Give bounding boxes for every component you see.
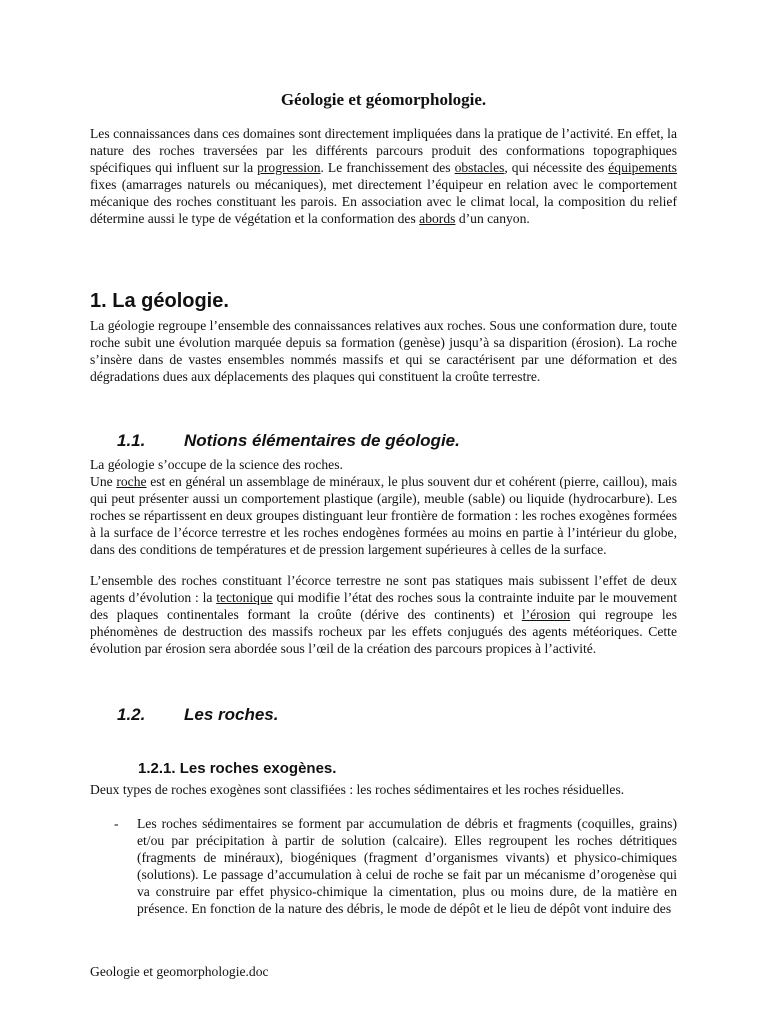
notions-text-4: qui modifie l’état des roches sous la contrainte induite par le mouvement des plaques continentales formant la croûte (dérive des continents) et [90, 590, 677, 622]
intro-text-5: d’un canyon. [455, 211, 530, 226]
link-erosion[interactable]: l’érosion [521, 607, 571, 622]
notions-paragraph-2 [90, 473, 677, 558]
intro-text-1: Les connaissances dans ces domaines sont directement impliquées dans la pratique de l’activité. En effet, la nature des roches traversées par les différents parcours produit des conformations topographiques spécifiques qui influent sur la [90, 126, 677, 175]
notions-text-3: L’ensemble des roches constituant l’écorce terrestre ne sont pas statiques mais subissent l’effet de deux agents d’évolution : la [90, 573, 677, 605]
list-item [114, 815, 677, 917]
intro-paragraph [90, 125, 677, 227]
subsection-number: 1.1. [117, 431, 146, 450]
subsection-title: Notions élémentaires de géologie. [184, 431, 460, 450]
intro-text-3: , qui nécessite des [504, 160, 609, 175]
subsection-title: Les roches. [184, 705, 279, 724]
section-geologie-paragraph: La géologie regroupe l’ensemble des connaissances relatives aux roches. Sous une conformation dure, toute roche subit une évolution marquée depuis sa formation (genèse) jusqu’à sa disparition (érosion). La roche s’insère dans de vastes ensembles nommés massifs et qui se caractérisent par une déformation et des dégradations dues aux déplacements des plaques qui constituent la croûte terrestre. [90, 318, 677, 384]
exogenes-paragraph: Deux types de roches exogènes sont classifiées : les roches sédimentaires et les roches résiduelles. [90, 782, 625, 797]
section-heading-geologie: 1. La géologie. [90, 290, 229, 312]
link-equipements[interactable]: équipements [608, 160, 677, 175]
link-roche[interactable]: roche [116, 474, 147, 489]
subsection-heading-notions [117, 431, 460, 451]
footer-filename: Geologie et geomorphologie.doc [90, 964, 269, 979]
notions-line-1: La géologie s’occupe de la science des roches. [90, 457, 343, 472]
bullet-text: Les roches sédimentaires se forment par accumulation de débris et fragments (coquilles, grains) et/ou par précipitation à partir de solution (calcaire). Elles regroupent les roches détritiques (fragments de minéraux), biogéniques (fragment d’organismes vivants) et physico-chimiques (solutions). Le passage d’accumulation à celui de roche se fait par un mécanisme d’orogenèse qui va construire par effet physico-chimique la cimentation, plus ou moins dure, de la matière en présence. En fonction de la nature des débris, le mode de dépôt et le lieu de dépôt vont induire des [137, 816, 677, 916]
intro-text-4: fixes (amarrages naturels ou mécaniques), met directement l’équipeur en relation avec le comportement mécanique des roches constituant les parois. En association avec le climat local, la composition du relief détermine aussi le type de végétation et la conformation des [90, 177, 677, 226]
bullet-dash: - [114, 816, 119, 831]
subsection-heading-roches [117, 705, 279, 725]
notions-paragraph-3 [90, 572, 677, 657]
link-obstacles[interactable]: obstacles [454, 160, 505, 175]
notions-text-5: qui regroupe les phénomènes de destruction des massifs rocheux par les effets conjugués des agents météoriques. Cette évolution par érosion sera abordée sous l’œil de la création des parcours propices à l’activité. [90, 607, 677, 656]
subsubsection-heading-exogenes: 1.2.1. Les roches exogènes. [138, 760, 337, 777]
link-abords[interactable]: abords [419, 211, 456, 226]
link-progression[interactable]: progression [257, 160, 321, 175]
notions-text-2: est en général un assemblage de minéraux, le plus souvent dur et cohérent (pierre, caillou), mais qui peut présenter aussi un comportement plastique (argile), meuble (sable) ou liquide (hydrocarbure). Les roches se répartissent en deux groupes distinguant leur frontière de formation : les roches exogènes formées à la surface de l’écorce terrestre et les roches endogènes formées au moins en partie à l’intérieur du globe, dans des conditions de températures et de pression largement supérieures à celles de la surface. [90, 474, 677, 557]
notions-text-1: Une [90, 474, 117, 489]
document-title: Géologie et géomorphologie. [280, 90, 487, 109]
intro-text-2: . Le franchissement des [320, 160, 455, 175]
link-tectonique[interactable]: tectonique [216, 590, 273, 605]
subsection-number: 1.2. [117, 705, 146, 724]
